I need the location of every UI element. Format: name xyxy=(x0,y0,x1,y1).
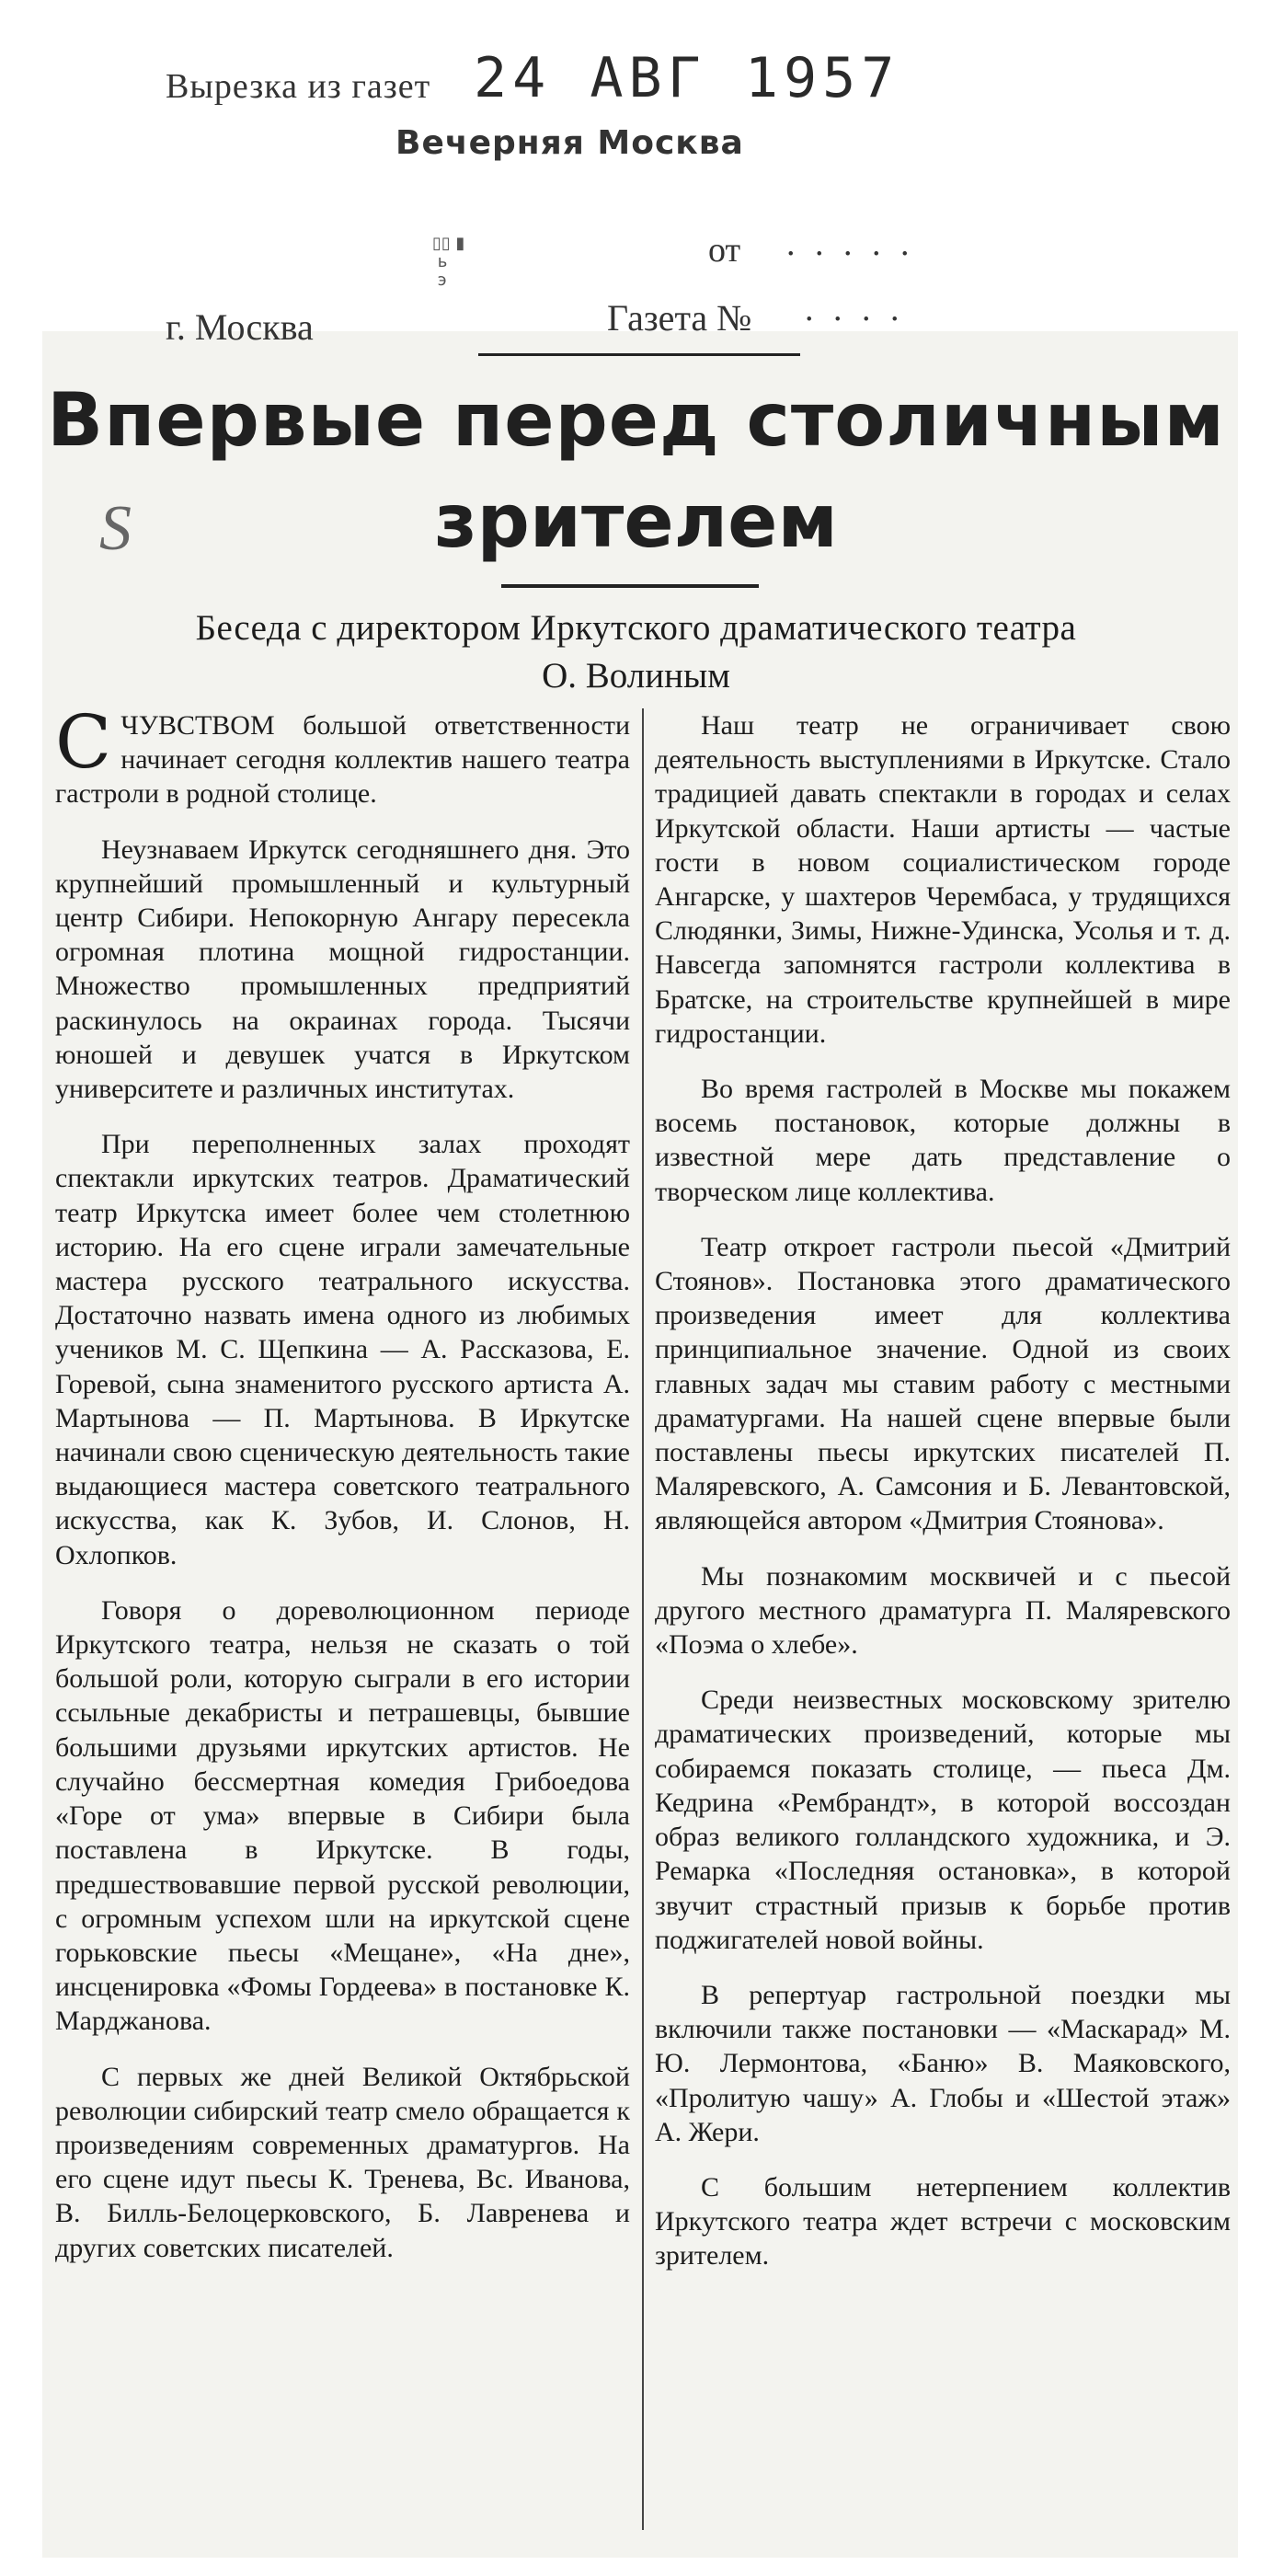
article-column-left xyxy=(55,699,630,2286)
newspaper-name: Вечерняя Москва xyxy=(395,124,744,162)
paragraph: При переполненных залах проходят спектакли иркутских театров. Драматический театр Иркутска имеет более чем столетнюю историю. На его сцене играли замечательные мастера русского театрального искусства. Достаточно назвать имена одного из любимых учеников М. С. Щепкина — А. Рассказова, Е. Горевой, сына знаменитого русского артиста А. Мартынова — П. Мартынова. В Иркутске начинали свою сценическую деятельность такие выдающиеся мастера советского театрального искусства, как К. Зубов, И. Слонов, Н. Охлопков. xyxy=(55,1129,630,1570)
paragraph: Во время гастролей в Москве мы покажем восемь постановок, которые должны в известной мере дать представление о творческом лице коллектива. xyxy=(655,1074,1231,1207)
header-divider xyxy=(478,353,800,356)
article-title-line-1: Впервые перед столичным xyxy=(47,377,1225,463)
clipping-label: Вырезка из газет xyxy=(166,67,431,106)
article-subtitle-line-2: О. Волиным xyxy=(542,656,730,696)
paragraph: Неузнаваем Иркутск сегодняшнего дня. Это крупнейший промышленный и культурный центр Сибири. Непокорную Ангару пересекла огромная плотина мощной гидростанции. Множество промышленных предприятий раскинулось на окраинах города. Тысячи юношей и девушек учатся в Иркутском университете и различных институтах. xyxy=(55,834,630,1105)
paragraph: Театр откроет гастроли пьесой «Дмитрий Стоянов». Постановка этого драматического произведения имеет для коллектива принципиальное значение. Одной из своих главных задач мы ставим работу с местными драматургами. На нашей сцене впервые были поставлены пьесы иркутских писателей П. Маляревского, А. Самсония и Б. Левантовской, являющейся автором «Дмитрия Стоянова». xyxy=(655,1231,1231,1536)
title-divider xyxy=(501,584,759,588)
from-label: от xyxy=(708,231,741,270)
paragraph: Наш театр не ограничивает свою деятельность выступлениями в Иркутске. Стало традицией давать спектакли в городах и селах Иркутской области. Наши артисты — частые гости в новом социалистическом городе Ангарске, у шахтеров Черембаса, у трудящихся Слюдянки, Зимы, Нижне-Удинска, Усолья и т. д. Навсегда запомнятся гастроли коллектива в Братске, на строительстве крупнейшей в мире гидростанции. xyxy=(655,710,1231,1049)
faded-stamp-icon: ▯▯ ▮ ь э xyxy=(432,234,465,290)
paragraph: Среди неизвестных московскому зрителю драматических произведений, которые мы собираемся показать столице, — пьеса Дм. Кедрина «Рембрандт», в которой воссоздан образ великого голландского художника, и Э. Ремарка «Последняя остановка», в которой звучит страстный призыв к борьбе против поджигателей новой войны. xyxy=(655,1685,1231,1955)
column-divider xyxy=(642,708,644,2530)
article-subtitle-line-1: Беседа с директором Иркутского драматического театра xyxy=(195,608,1077,648)
paragraph: С большим нетерпением коллектив Иркутского театра ждет встречи с московским зрителем. xyxy=(655,2171,1231,2271)
paragraph: С первых же дней Великой Октябрьской революции сибирский театр смело обращается к произведениям современных драматургов. На его сцене идут пьесы К. Тренева, Вс. Иванова, В. Билль-Белоцерковского, Б. Лавренева и других советских писателей. xyxy=(55,2061,630,2263)
date-stamp: 24 АВГ 1957 xyxy=(474,46,900,110)
handwritten-margin-mark: S xyxy=(99,493,132,564)
paragraph: Мы познакомим москвичей и с пьесой другого местного драматурга П. Маляревского «Поэма о хлебе». xyxy=(655,1560,1231,1661)
drop-cap: С xyxy=(55,699,112,785)
paragraph: СЧУВСТВОМ большой ответственности начинает сегодня коллектив нашего театра гастроли в родной столице. xyxy=(55,699,630,810)
issue-label: Газета № xyxy=(607,297,752,339)
article-column-right xyxy=(655,708,1231,2294)
article-title-line-2: зрителем xyxy=(434,478,838,564)
issue-number-blank: . . . . xyxy=(805,290,905,328)
city-label: г. Москва xyxy=(166,306,314,348)
paragraph: В репертуар гастрольной поездки мы включили также постановки — «Маскарад» М. Ю. Лермонтова, «Баню» В. Маяковского, «Пролитую чашу» А. Глобы и «Шестой этаж» А. Жери. xyxy=(655,1979,1231,2147)
from-date-blank: . . . . . xyxy=(786,224,915,263)
paragraph: Говоря о дореволюционном периоде Иркутского театра, нельзя не сказать о той большой роли, которую сыграли в его истории ссыльные декабристы и петрашевцы, бывшие большими друзьями иркутских артистов. Не случайно бессмертная комедия Грибоедова «Горе от ума» впервые в Сибири была поставлена в Иркутске. В годы, предшествовавшие первой русской революции, с огромным успехом шли на иркутской сцене горьковские пьесы «Мещане», «На дне», инсценировка «Фомы Гордеева» в постановке К. Марджанова. xyxy=(55,1594,630,2037)
